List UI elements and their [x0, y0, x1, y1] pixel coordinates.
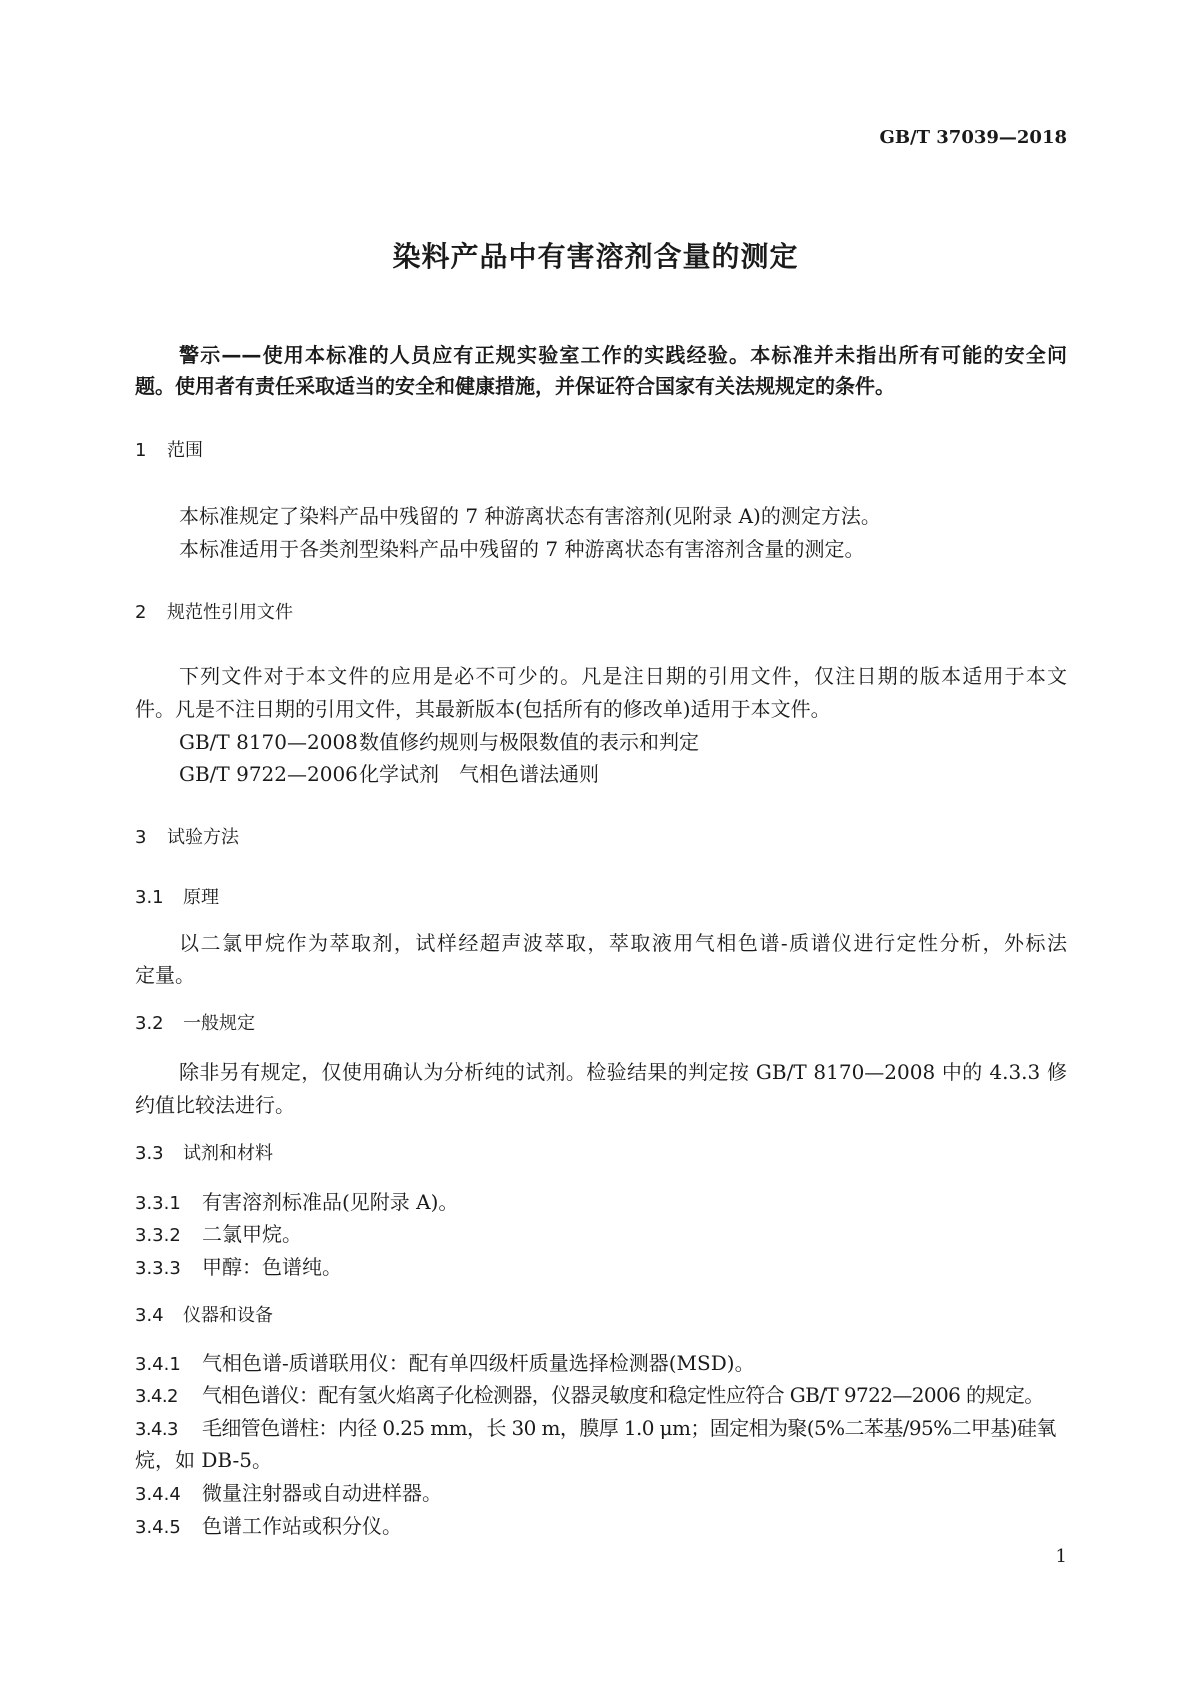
warning-line: 题。使用者有责任采取适当的安全和健康措施，并保证符合国家有关法规规定的条件。: [135, 374, 895, 398]
section-title: 仪器和设备: [183, 1305, 273, 1326]
item-text: 色谱工作站或积分仪。: [202, 1514, 402, 1538]
item-text: 气相色谱仪：配有氢火焰离子化检测器，仪器灵敏度和稳定性应符合 GB/T 9722—2006 的规定。: [202, 1383, 1044, 1407]
paragraph-line: 除非另有规定，仅使用确认为分析纯的试剂。检验结果的判定按 GB/T 8170—2008 中的 4.3.3 修: [179, 1060, 1067, 1084]
paragraph-line: 以二氯甲烷作为萃取剂，试样经超声波萃取，萃取液用气相色谱-质谱仪进行定性分析，外标法: [179, 931, 1067, 955]
list-item: [135, 1221, 1067, 1249]
section-heading-3: [135, 825, 1067, 851]
section-number: 3: [135, 827, 147, 848]
item-text: 有害溶剂标准品(见附录 A)。: [202, 1190, 459, 1214]
reference-title: 化学试剂 气相色谱法通则: [359, 762, 599, 786]
item-text: 毛细管色谱柱：内径 0.25 mm，长 30 m，膜厚 1.0 μm；固定相为聚(5%二苯基/95%二甲基)硅氧: [202, 1416, 1056, 1440]
section-heading-3-1: [135, 885, 1067, 911]
section-number: 3.2: [135, 1013, 164, 1034]
item-number: 3.4.4: [135, 1484, 181, 1505]
section-heading-3-2: [135, 1011, 1067, 1037]
item-number: 3.4.5: [135, 1517, 181, 1538]
section-title: 试剂和材料: [183, 1143, 273, 1164]
section-number: 3.1: [135, 887, 164, 908]
section-heading-1: [135, 438, 1067, 464]
section-number: 3.3: [135, 1143, 164, 1164]
list-item: [135, 1415, 1067, 1443]
section-number: 1: [135, 440, 147, 461]
item-text: 气相色谱-质谱联用仪：配有单四级杆质量选择检测器(MSD)。: [202, 1351, 755, 1375]
page-number: 1: [1055, 1546, 1067, 1567]
section-heading-2: [135, 600, 1067, 626]
reference-code: GB/T 8170—2008: [179, 730, 358, 754]
list-item-continuation: 烷，如 DB-5。: [135, 1448, 272, 1472]
list-item: [135, 1382, 1067, 1410]
document-title: 染料产品中有害溶剂含量的测定: [392, 240, 799, 273]
item-text: 微量注射器或自动进样器。: [202, 1481, 442, 1505]
reference-title: 数值修约规则与极限数值的表示和判定: [359, 730, 699, 754]
section-title: 原理: [183, 887, 219, 908]
section-title: 一般规定: [183, 1013, 255, 1034]
section-title: 试验方法: [167, 827, 239, 848]
section-title: 规范性引用文件: [167, 602, 293, 623]
reference-item: [179, 761, 1067, 787]
list-item: [135, 1480, 1067, 1508]
section-title: 范围: [167, 440, 203, 461]
list-item: [135, 1513, 1067, 1541]
paragraph-line: 下列文件对于本文件的应用是必不可少的。凡是注日期的引用文件，仅注日期的版本适用于本文: [179, 664, 1067, 688]
section-heading-3-3: [135, 1141, 1067, 1167]
list-item: [135, 1254, 1067, 1282]
list-item: [135, 1189, 1067, 1217]
section-number: 3.4: [135, 1305, 164, 1326]
paragraph-line: 定量。: [135, 963, 195, 987]
section-heading-3-4: [135, 1303, 1067, 1329]
paragraph-line: 件。凡是不注日期的引用文件，其最新版本(包括所有的修改单)适用于本文件。: [135, 697, 831, 721]
item-number: 3.4.1: [135, 1354, 181, 1375]
item-text: 甲醇：色谱纯。: [202, 1255, 342, 1279]
reference-code: GB/T 9722—2006: [179, 762, 358, 786]
standard-code: GB/T 37039—2018: [879, 127, 1067, 148]
warning-line: 警示——使用本标准的人员应有正规实验室工作的实践经验。本标准并未指出所有可能的安全问: [179, 343, 1067, 367]
paragraph: 本标准规定了染料产品中残留的 7 种游离状态有害溶剂(见附录 A)的测定方法。: [179, 504, 881, 528]
list-item: [135, 1350, 1067, 1378]
item-number: 3.3.2: [135, 1225, 181, 1246]
item-number: 3.4.2: [135, 1386, 178, 1407]
item-number: 3.3.3: [135, 1258, 181, 1279]
section-number: 2: [135, 602, 147, 623]
item-text: 二氯甲烷。: [202, 1222, 302, 1246]
paragraph: 本标准适用于各类剂型染料产品中残留的 7 种游离状态有害溶剂含量的测定。: [179, 537, 865, 561]
reference-item: [179, 729, 1067, 755]
paragraph-line: 约值比较法进行。: [135, 1093, 295, 1117]
item-number: 3.3.1: [135, 1193, 181, 1214]
item-number: 3.4.3: [135, 1419, 178, 1440]
